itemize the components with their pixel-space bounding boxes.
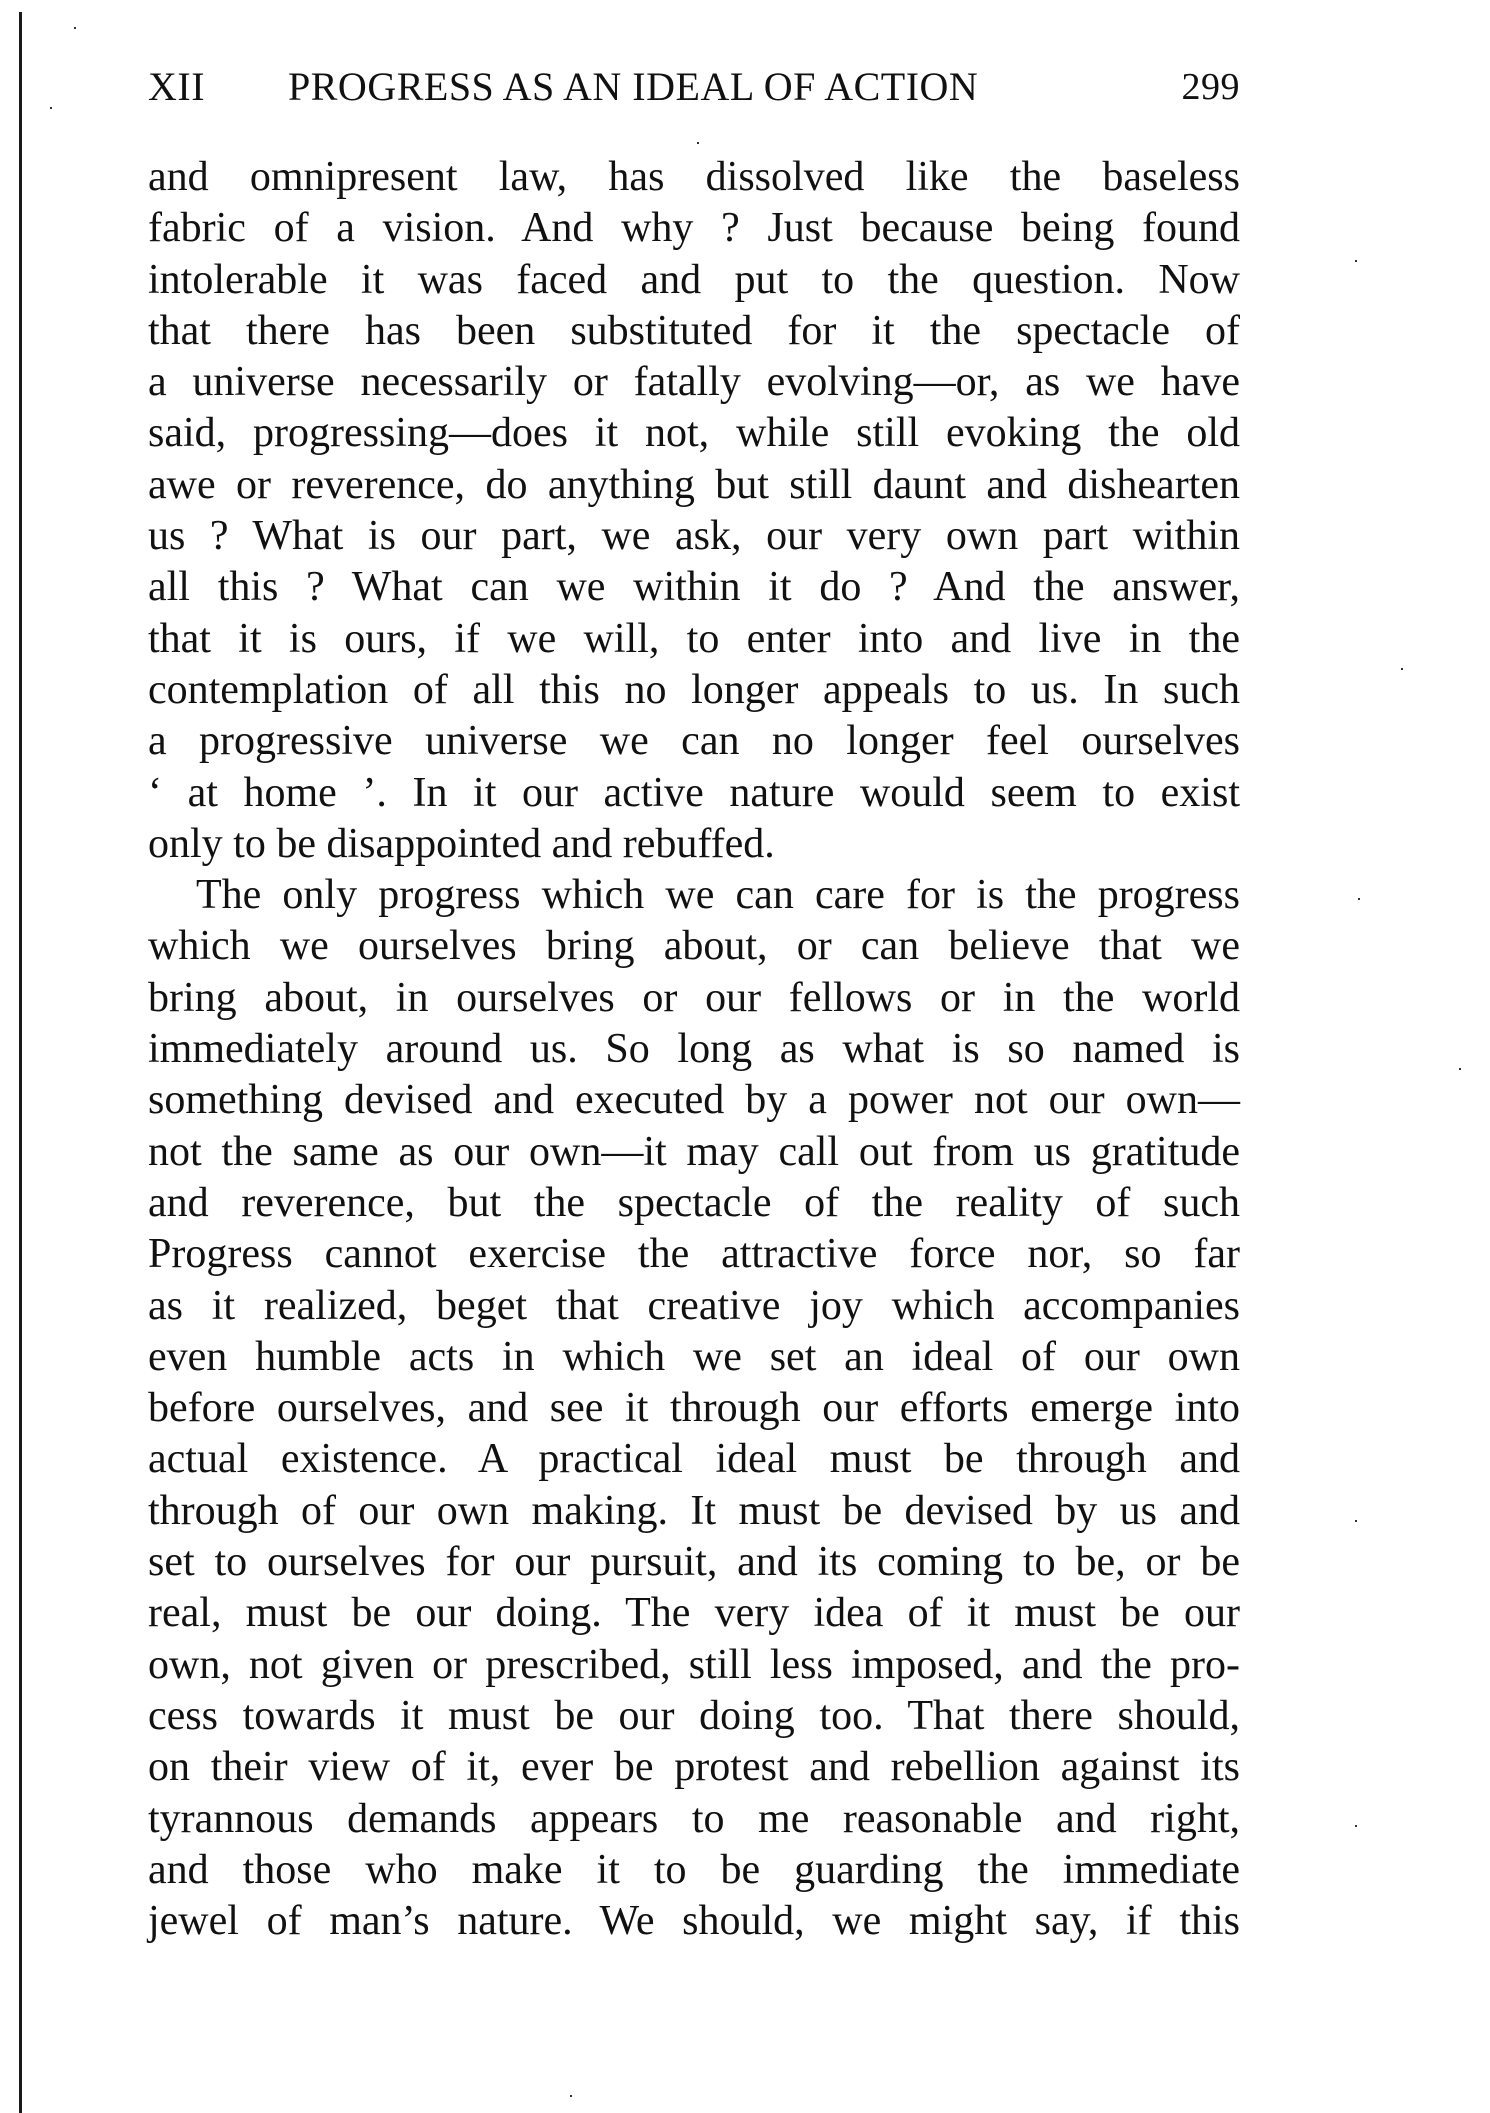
text-line: set to ourselves for our pursuit, and its coming to be, or be (148, 1539, 1240, 1586)
scan-speck (697, 142, 699, 144)
scan-speck (1355, 1520, 1357, 1522)
text-line: The only progress which we can care for is the progress (196, 872, 1240, 919)
paragraph (148, 152, 1240, 870)
text-line: something devised and executed by a power not our own— (148, 1077, 1240, 1124)
text-line: through of our own making. It must be devised by us and (148, 1487, 1240, 1534)
text-line: bring about, in ourselves or our fellows or in the world (148, 974, 1240, 1021)
text-line: immediately around us. So long as what is so named is (148, 1026, 1240, 1073)
text-line: a universe necessarily or fatally evolving—or, as we have (148, 359, 1240, 406)
body-text (148, 152, 1240, 1947)
scan-speck (74, 27, 76, 29)
scan-speck (1358, 898, 1360, 900)
text-line: not the same as our own—it may call out from us gratitude (148, 1128, 1240, 1175)
scan-speck (1401, 668, 1403, 670)
text-line: own, not given or prescribed, still less imposed, and the pro- (148, 1641, 1240, 1688)
text-line: cess towards it must be our doing too. That there should, (148, 1692, 1240, 1739)
scan-speck (570, 2095, 572, 2097)
text-line: intolerable it was faced and put to the question. Now (148, 256, 1240, 303)
text-line: awe or reverence, do anything but still daunt and dishearten (148, 461, 1240, 508)
text-line: tyrannous demands appears to me reasonable and right, (148, 1795, 1240, 1842)
text-line: us ? What is our part, we ask, our very own part within (148, 513, 1240, 560)
running-head (148, 62, 1240, 112)
chapter-number: XII (148, 64, 206, 109)
text-line: which we ourselves bring about, or can believe that we (148, 923, 1240, 970)
text-line: and omnipresent law, has dissolved like the baseless (148, 154, 1240, 200)
text-line: even humble acts in which we set an ideal of our own (148, 1333, 1240, 1380)
text-line: only to be disappointed and rebuffed. (148, 820, 775, 867)
paragraph (148, 870, 1240, 1947)
text-line: and reverence, but the spectacle of the reality of such (148, 1179, 1240, 1226)
text-line: contemplation of all this no longer appeals to us. In such (148, 666, 1240, 713)
text-line: all this ? What can we within it do ? And the answer, (148, 564, 1240, 611)
text-line: fabric of a vision. And why ? Just because being found (148, 205, 1240, 252)
page-number: 299 (1181, 66, 1240, 108)
text-line: jewel of man’s nature. We should, we might say, if this (148, 1898, 1240, 1945)
scan-speck (1459, 1068, 1461, 1070)
text-line: ‘ at home ’. In it our active nature would seem to exist (148, 769, 1240, 816)
scan-speck (50, 107, 52, 109)
text-line: a progressive universe we can no longer feel ourselves (148, 718, 1240, 765)
scan-edge-line (19, 12, 22, 2113)
text-line: and those who make it to be guarding the immediate (148, 1846, 1240, 1893)
text-line: on their view of it, ever be protest and rebellion against its (148, 1744, 1240, 1791)
scan-speck (1355, 260, 1357, 262)
text-line: said, progressing—does it not, while still evoking the old (148, 410, 1240, 457)
text-line: Progress cannot exercise the attractive force nor, so far (148, 1231, 1240, 1278)
text-line: as it realized, beget that creative joy which accompanies (148, 1282, 1240, 1329)
text-line: real, must be our doing. The very idea of it must be our (148, 1590, 1240, 1637)
text-line: that it is ours, if we will, to enter into and live in the (148, 615, 1240, 662)
scan-speck (1355, 1825, 1357, 1827)
text-line: before ourselves, and see it through our efforts emerge into (148, 1385, 1240, 1432)
running-title: PROGRESS AS AN IDEAL OF ACTION (288, 64, 979, 109)
text-line: actual existence. A practical ideal must be through and (148, 1436, 1240, 1483)
text-line: that there has been substituted for it the spectacle of (148, 307, 1240, 354)
